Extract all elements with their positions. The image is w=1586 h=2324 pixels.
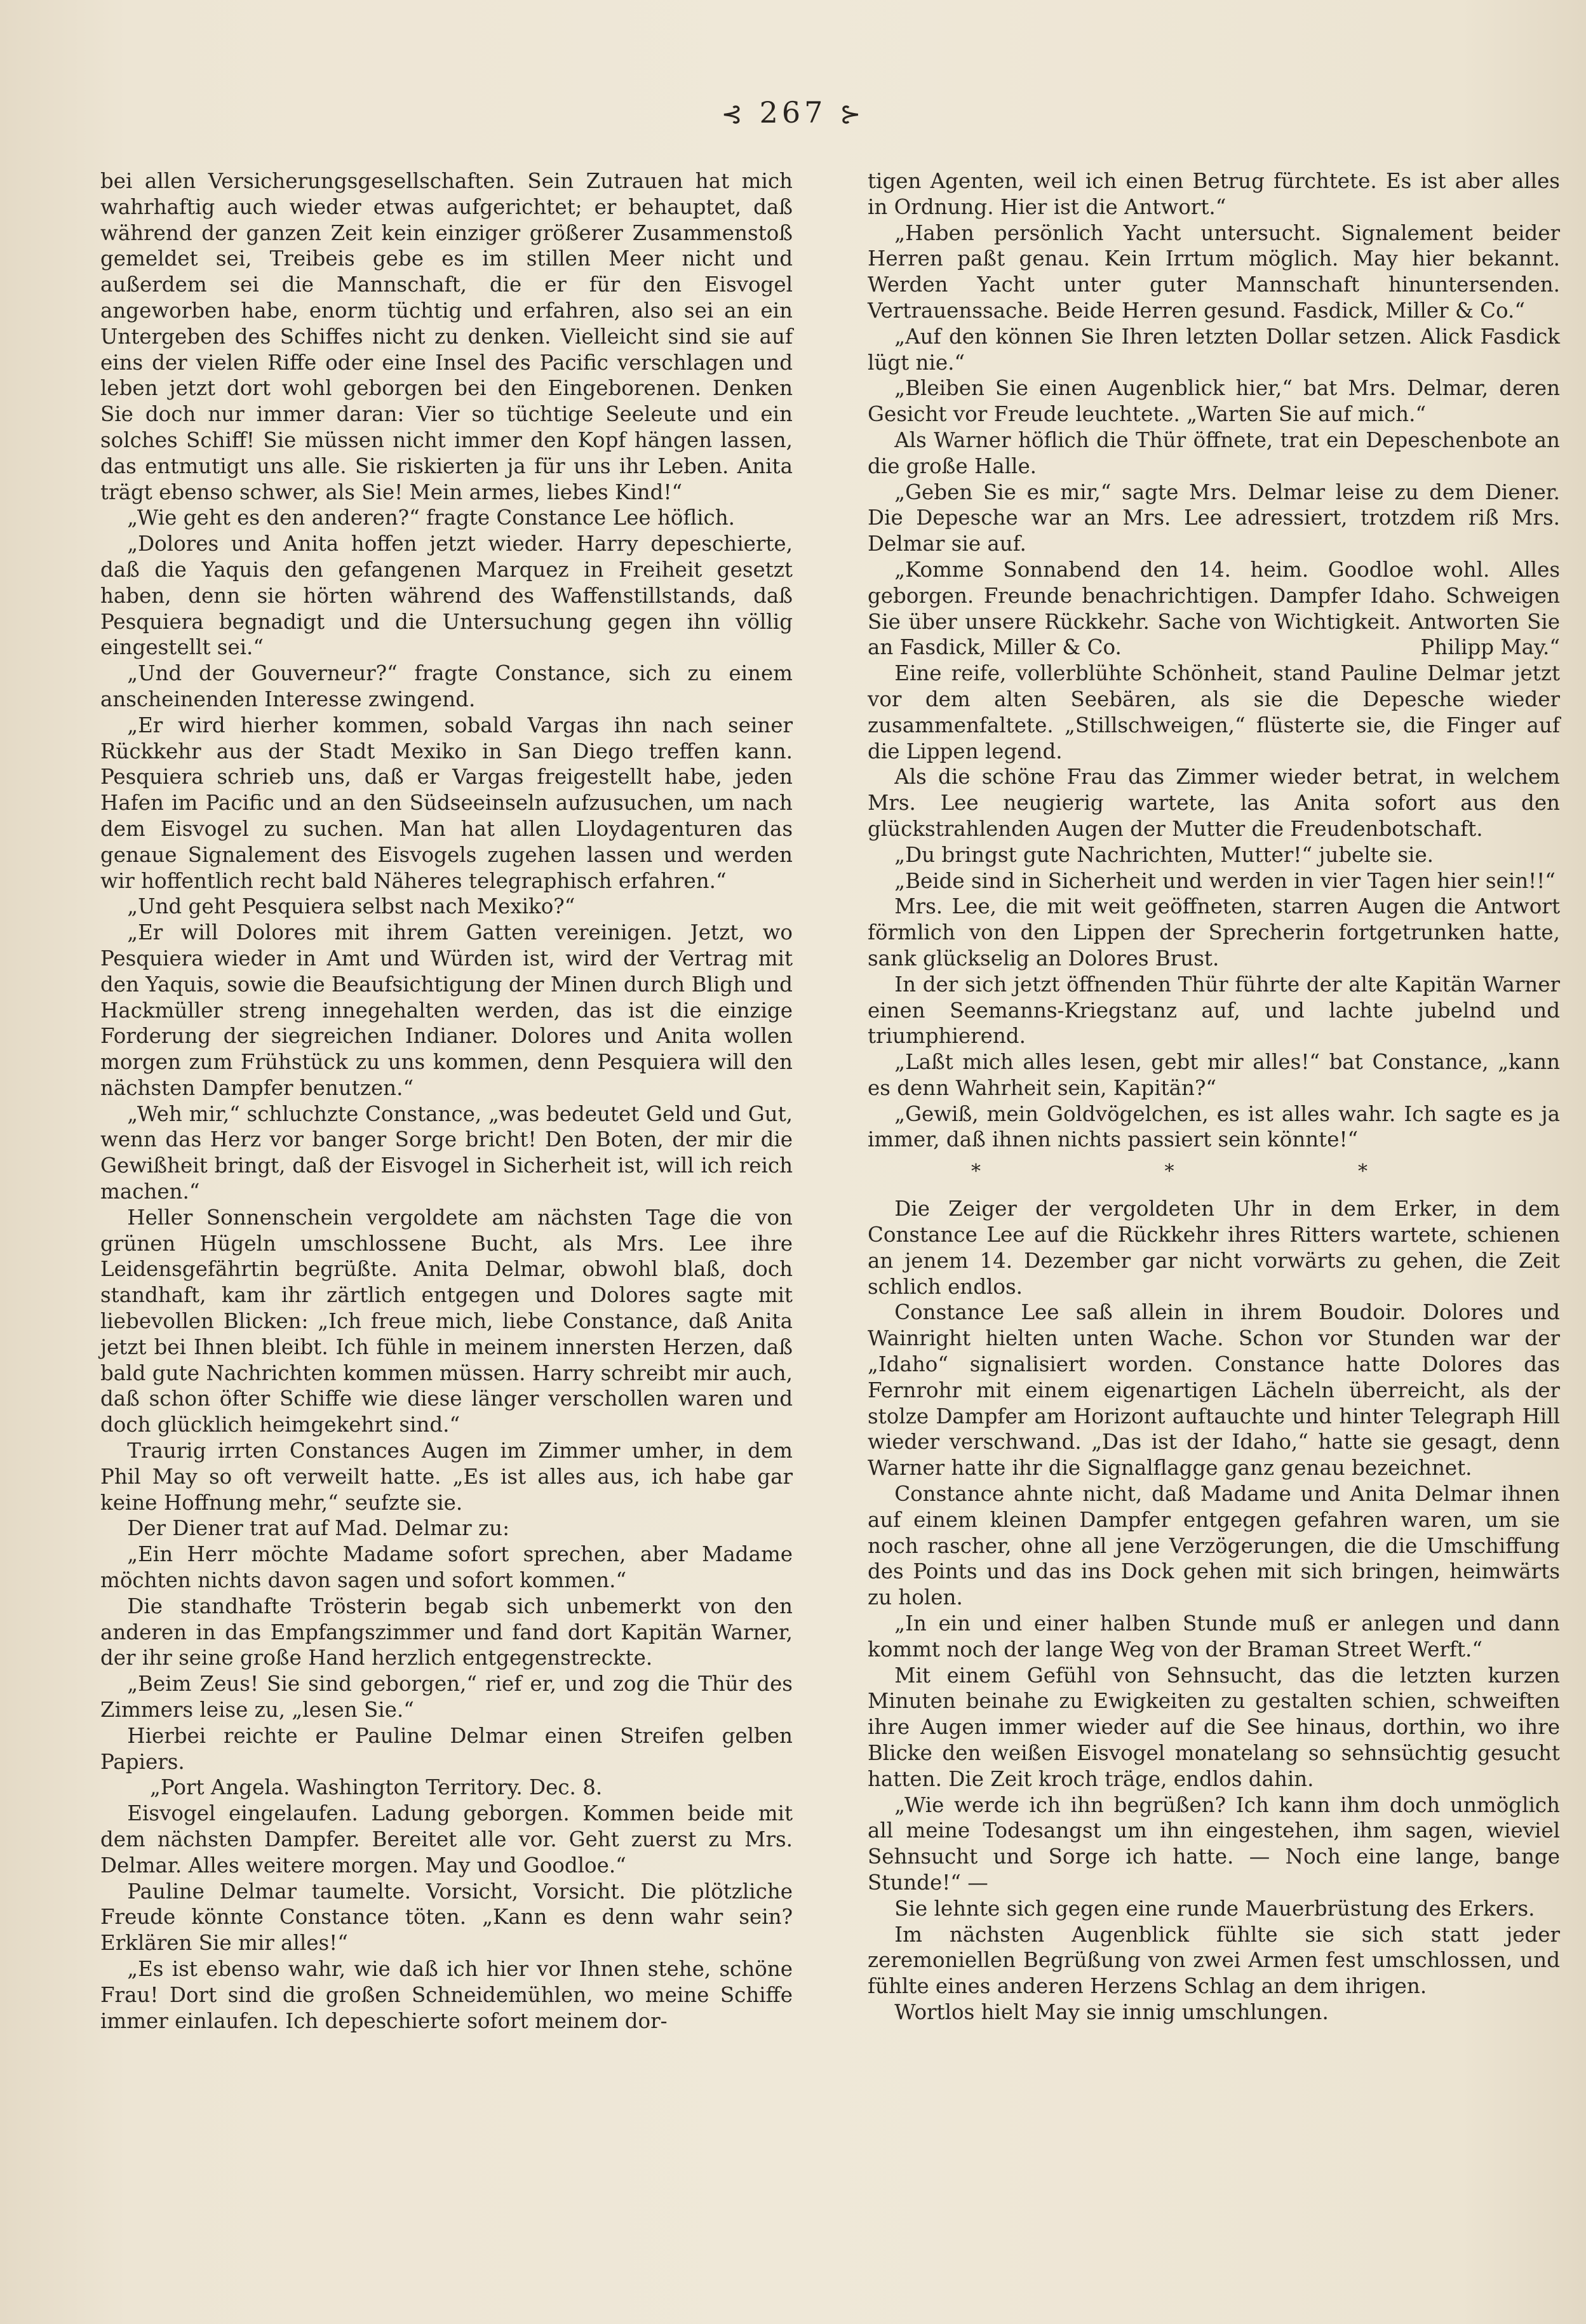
left-column [100,168,793,2034]
paragraph: In der sich jetzt öffnenden Thür führte der alte Kapitän Warner einen Seemanns-Kriegstanz auf, und lachte jubelnd und triumphierend. [868,972,1560,1049]
paragraph: „Beim Zeus! Sie sind geborgen,“ rief er, und zog die Thür des Zimmers leise zu, „lesen Sie.“ [100,1672,793,1723]
ornament-left: ⊰ [721,100,746,129]
paragraph: „Er wird hierher kommen, sobald Vargas ihn nach seiner Rückkehr aus der Stadt Mexiko in San Diego treffen kann. Pesquiera schrieb uns, daß er Vargas freigestellt habe, jeden Hafen im Pacific und an den Südseeinseln aufzusuchen, um nach dem Eisvogel zu suchen. Man hat allen Lloydagenturen das genaue Signalement des Eisvogels zugehen lassen und werden wir hoffentlich recht bald Näheres telegraphisch erfahren.“ [100,713,793,893]
paragraph: Pauline Delmar taumelte. Vorsicht, Vorsicht. Die plötzliche Freude könnte Constance töten. „Kann es denn wahr sein? Erklären Sie mir alles!“ [100,1879,793,1956]
paragraph: Eine reife, vollerblühte Schönheit, stand Pauline Delmar jetzt vor dem alten Seebären, als sie die Depesche wieder zusammenfaltete. „Stillschweigen,“ flüsterte sie, die Finger auf die Lippen legend. [868,661,1560,763]
telegram-text: „Haben persönlich Yacht untersucht. Signalement beider Herren paßt genau. Kein Irrtum möglich. May hier bekannt. Werden Yacht unter guter Mannschaft hinuntersenden. Vertrauenssache. Beide Herren gesund. Fasdick, Miller & Co.“ [868,220,1560,323]
paragraph: „Er will Dolores mit ihrem Gatten vereinigen. Jetzt, wo Pesquiera wieder in Amt und Würden ist, wird der Vertrag mit den Yaquis, sowie die Beaufsichtigung der Minen durch Bligh und Hackmüller streng innegehalten werden, das ist die einzige Forderung der siegreichen Indianer. Dolores und Anita wollen morgen zum Frühstück zu uns kommen, denn Pesquiera will den nächsten Dampfer benutzen.“ [100,920,793,1100]
paragraph: „Du bringst gute Nachrichten, Mutter!“ jubelte sie. [894,842,1434,867]
paragraph: „Dolores und Anita hoffen jetzt wieder. Harry depeschierte, daß die Yaquis den gefangenen Marquez in Freiheit gesetzt haben, denn sie hörten während des Waffenstillstands, daß Pesquiera begnadigt und die Untersuchung gegen ihn völlig eingestellt sei.“ [100,532,793,660]
paragraph: „Laßt mich alles lesen, gebt mir alles!“ bat Constance, „kann es denn Wahrheit sein, Kapitän?“ [868,1050,1560,1100]
paragraph: Die standhafte Trösterin begab sich unbemerkt von den anderen in das Empfangszimmer und fand dort Kapitän Warner, der ihr seine große Hand herzlich entgegenstreckte. [100,1594,793,1670]
ornament-right: ⊱ [840,100,865,129]
paragraph: Heller Sonnenschein vergoldete am nächsten Tage die von grünen Hügeln umschlossene Bucht, als Mrs. Lee ihre Leidensgefährtin begrüßte. Anita Delmar, obwohl blaß, doch standhaft, kam ihr zärtlich entgegen und Dolores sagte mit liebevollen Blicken: „Ich freue mich, liebe Constance, daß Anita jetzt bei Ihnen bleibt. Ich fühle in meinem innersten Herzen, daß bald gute Nachrichten kommen müssen. Harry schreibt mir auch, daß schon öfter Schiffe wie diese länger verschollen waren und doch glücklich heimgekehrt sind.“ [100,1205,793,1437]
page-header [0,95,1586,130]
paragraph: „Bleiben Sie einen Augenblick hier,“ bat Mrs. Delmar, deren Gesicht vor Freude leuchtete. „Warten Sie auf mich.“ [868,376,1560,427]
paragraph: Traurig irrten Constances Augen im Zimmer umher, in dem Phil May so oft verweilt hatte. „Es ist alles aus, ich habe gar keine Hoffnung mehr,“ seufzte sie. [100,1439,793,1515]
paragraph: „Geben Sie es mir,“ sagte Mrs. Delmar leise zu dem Diener. Die Depesche war an Mrs. Lee adressiert, trotzdem riß Mrs. Delmar sie auf. [868,480,1560,556]
paragraph: Sie lehnte sich gegen eine runde Mauerbrüstung des Erkers. [894,1896,1535,1921]
page-number: 267 [759,95,827,130]
paragraph: Wortlos hielt May sie innig umschlungen. [894,1999,1329,2024]
paragraph: „Gewiß, mein Goldvögelchen, es ist alles wahr. Ich sagte es ja immer, daß ihnen nichts passiert sein könnte!“ [868,1101,1560,1152]
paragraph: Constance ahnte nicht, daß Madame und Anita Delmar ihnen auf einem kleinen Dampfer entgegen gefahren waren, um sie noch rascher, ohne all jene Verzögerungen, die die Umschiffung des Points und das ins Dock gehen mit sich bringen, heimwärts zu holen. [868,1482,1560,1610]
paragraph: „Ein Herr möchte Madame sofort sprechen, aber Madame möchten nichts davon sagen und sofort kommen.“ [100,1542,793,1593]
telegram-text: Eisvogel eingelaufen. Ladung geborgen. Kommen beide mit dem nächsten Dampfer. Bereitet alle vor. Geht zuerst zu Mrs. Delmar. Alles weitere morgen. May und Goodloe.“ [100,1801,793,1877]
telegram-heading: „Port Angela. Washington Territory. Dec. 8. [150,1775,603,1800]
paragraph: „Weh mir,“ schluchzte Constance, „was bedeutet Geld und Gut, wenn das Herz vor banger Sorge bricht! Den Boten, der mir die Gewißheit bringt, daß der Eisvogel in Sicherheit ist, will ich reich machen.“ [100,1101,793,1204]
paragraph: „Wie geht es den anderen?“ fragte Constance Lee höflich. [127,506,736,530]
telegram-text: „Komme Sonnabend den 14. heim. Goodloe wohl. Alles geborgen. Freunde benachrichtigen. Dampfer Idaho. Schweigen Sie über unsere Rückkehr. Sache von Wichtigkeit. Antworten Sie an Fasdick, Miller & Co. [868,557,1560,660]
paragraph: Mrs. Lee, die mit weit geöffneten, starren Augen die Antwort förmlich von den Lippen der Sprecherin fortgetrunken hatte, sank glückselig an Dolores Brust. [868,894,1560,971]
paragraph: tigen Agenten, weil ich einen Betrug fürchtete. Es ist aber alles in Ordnung. Hier ist die Antwort.“ [868,169,1560,219]
telegram-signature: Philipp May.“ [1420,635,1560,660]
paragraph: Die Zeiger der vergoldeten Uhr in dem Erker, in dem Constance Lee auf die Rückkehr ihres Ritters wartete, schienen an jenem 14. Dezember gar nicht vorwärts zu gehen, die Zeit schlich endlos. [868,1197,1560,1299]
paragraph: Constance Lee saß allein in ihrem Boudoir. Dolores und Wainright hielten unten Wache. Schon vor Stunden war der „Idaho“ signalisiert worden. Constance hatte Dolores das Fernrohr mit einem eigenartigen Lächeln überreicht, als der stolze Dampfer am Horizont auftauchte und hinter Telegraph Hill wieder verschwand. „Das ist der Idaho,“ hatte sie gesagt, denn Warner hatte ihr die Signalflagge ganz genau bezeichnet. [868,1300,1560,1481]
paragraph: Mit einem Gefühl von Sehnsucht, das die letzten kurzen Minuten beinahe zu Ewigkeiten zu gestalten schien, schweiften ihre Augen immer wieder auf die See hinaus, dorthin, wo ihre Blicke den weißen Eisvogel monatelang so sehnsüchtig gesucht hatten. Die Zeit kroch träge, endlos dahin. [868,1663,1560,1791]
paragraph: „Es ist ebenso wahr, wie daß ich hier vor Ihnen stehe, schöne Frau! Dort sind die großen Schneidemühlen, wo meine Schiffe immer einlaufen. Ich depeschierte sofort meinem dor- [100,1956,793,2033]
paragraph: Hierbei reichte er Pauline Delmar einen Streifen gelben Papiers. [100,1723,793,1774]
paragraph: bei allen Versicherungsgesellschaften. Sein Zutrauen hat mich wahrhaftig auch wieder etwas aufgerichtet; er behauptet, daß während der ganzen Zeit kein einziger größerer Zusammenstoß gemeldet sei, Treibeis gebe es im stillen Meer nicht und außerdem sei die Mannschaft, die er für den Eisvogel angeworben habe, enorm tüchtig und erfahren, also sei an ein Untergeben des Schiffes nicht zu denken. Vielleicht sind sie auf eins der vielen Riffe oder eine Insel des Pacific verschlagen und leben jetzt dort wohl geborgen bei den Eingeborenen. Denken Sie doch nur immer daran: Vier so tüchtige Seeleute und ein solches Schiff! Sie müssen nicht immer den Kopf hängen lassen, das entmutigt uns alle. Sie riskierten ja für uns ihr Leben. Anita trägt ebenso schwer, als Sie! Mein armes, liebes Kind!“ [100,169,793,504]
paragraph: „Und der Gouverneur?“ fragte Constance, sich zu einem anscheinenden Interesse zwingend. [100,661,793,711]
paragraph: „Und geht Pesquiera selbst nach Mexiko?“ [127,894,575,919]
paragraph: Im nächsten Augenblick fühlte sie sich statt jeder zeremoniellen Begrüßung von zwei Armen fest umschlossen, und fühlte eines anderen Herzens Schlag an dem ihrigen. [868,1922,1560,1999]
paragraph: „Beide sind in Sicherheit und werden in vier Tagen hier sein!!“ [894,868,1556,893]
section-break-asterisks: * * * [971,1160,1457,1183]
paragraph: „Wie werde ich ihn begrüßen? Ich kann ihm doch unmöglich all meine Todesangst um ihn eingestehen, ihm sagen, wieviel Sehnsucht und Sorge ich hatte. — Noch eine lange, bange Stunde!“ — [868,1792,1560,1895]
paragraph: Der Diener trat auf Mad. Delmar zu: [127,1516,510,1541]
right-column [868,168,1560,2025]
paragraph: „Auf den können Sie Ihren letzten Dollar setzen. Alick Fasdick lügt nie.“ [868,324,1560,375]
paragraph: Als die schöne Frau das Zimmer wieder betrat, in welchem Mrs. Lee neugierig wartete, las Anita sofort aus den glückstrahlenden Augen der Mutter die Freudenbotschaft. [868,765,1560,841]
paragraph: Als Warner höflich die Thür öffnete, trat ein Depeschenbote an die große Halle. [868,427,1560,478]
paragraph: „In ein und einer halben Stunde muß er anlegen und dann kommt noch der lange Weg von der Braman Street Werft.“ [868,1611,1560,1662]
